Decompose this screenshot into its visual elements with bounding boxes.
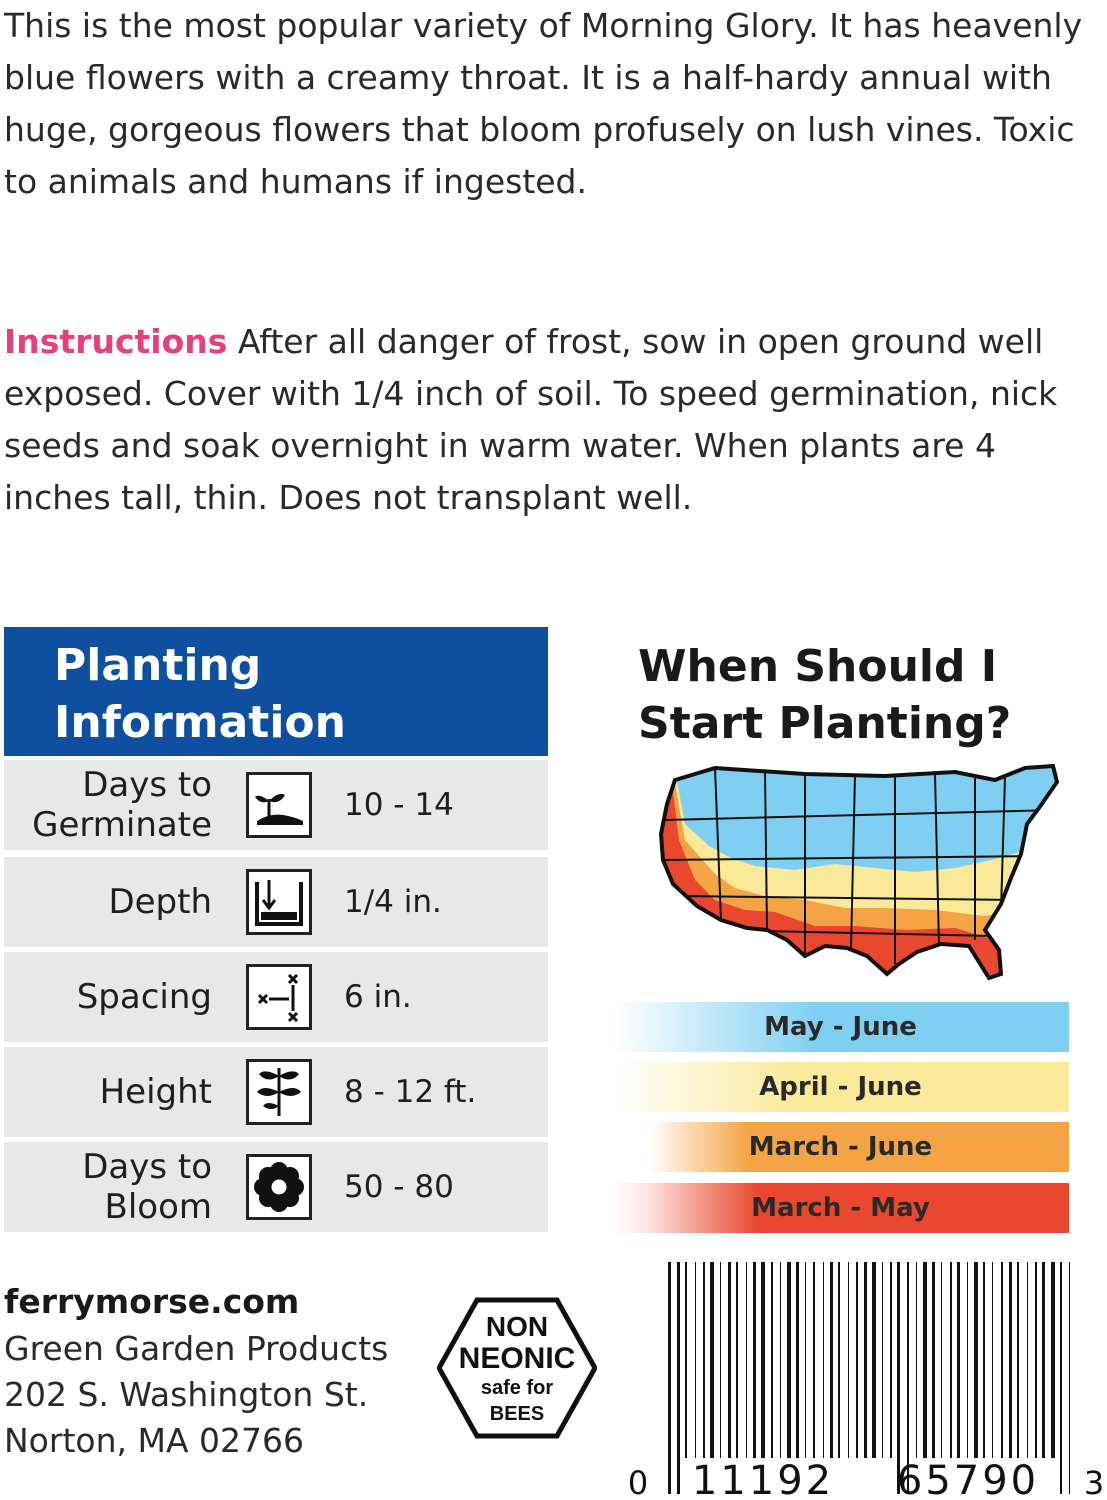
planting-row-height [4, 1047, 548, 1137]
planting-info-title-line1: Planting [54, 640, 262, 691]
row-label [77, 952, 212, 1042]
barcode-bar [1001, 1262, 1003, 1458]
barcode-bar [753, 1262, 756, 1458]
sprout-icon [246, 772, 312, 838]
row-value: 50 - 80 [344, 1169, 454, 1205]
row-value: 6 in. [344, 979, 412, 1015]
us-planting-zone-map [655, 760, 1060, 995]
barcode-bar [685, 1262, 687, 1458]
barcode-bar [771, 1262, 773, 1458]
barcode-first-digit: 0 [628, 1464, 649, 1500]
instructions-text: After all danger of frost, sow in open ground well exposed. Cover with 1/4 inch of soil. To speed germination, nick seeds and soak overnight in warm water. When plants are 4 inches tall, thin. Does not transplant well. [4, 322, 1058, 517]
zone-band-may-june: May - June [612, 1002, 1069, 1052]
barcode-bar [890, 1262, 892, 1458]
flower-icon [246, 1154, 312, 1220]
depth-icon [246, 869, 312, 935]
company-name: Green Garden Products [4, 1329, 389, 1368]
row-value: 8 - 12 ft. [344, 1074, 477, 1110]
badge-line1: NON [485, 1311, 549, 1342]
badge-line2: NEONIC [458, 1342, 576, 1375]
plant-height-icon [246, 1059, 312, 1125]
badge-line3: safe for [480, 1377, 554, 1399]
barcode-bar [761, 1262, 765, 1458]
street-address: 202 S. Washington St. [4, 1375, 369, 1414]
row-label-line1: Spacing [76, 977, 212, 1017]
barcode-bar [838, 1262, 840, 1458]
barcode-bar [695, 1262, 696, 1458]
city-address: Norton, MA 02766 [4, 1421, 304, 1460]
barcode-bar [916, 1262, 917, 1458]
barcode-bar [864, 1262, 867, 1458]
barcode-bar [668, 1262, 671, 1494]
barcode-bar [805, 1262, 806, 1458]
spacing-icon [246, 964, 312, 1030]
non-neonic-badge [437, 1296, 597, 1440]
barcode-bar [787, 1262, 791, 1458]
row-label [100, 1047, 212, 1137]
planting-row-depth [4, 857, 548, 947]
barcode-bar [983, 1262, 985, 1458]
upc-barcode [628, 1262, 1104, 1500]
barcode-bar [780, 1262, 781, 1458]
badge-line4: BEES [489, 1403, 545, 1425]
barcode-bar [746, 1262, 747, 1458]
barcode-bar [967, 1262, 968, 1458]
planting-map-title [638, 638, 1011, 752]
planting-row-germinate [4, 760, 548, 850]
planting-map-title-line1: When Should I [638, 641, 998, 692]
barcode-bar [677, 1262, 680, 1494]
zone-band-march-june: March - June [612, 1122, 1069, 1172]
barcode-bar [813, 1262, 815, 1458]
row-label-line1: Height [99, 1072, 212, 1112]
barcode-bar [882, 1262, 883, 1458]
product-description: This is the most popular variety of Morning Glory. It has heavenly blue flowers with a creamy throat. It is a half-hardy annual with huge, gorgeous flowers that bloom profusely on lush vines. Toxic to animals and humans if ingested. [4, 6, 1083, 201]
barcode-bar [823, 1262, 824, 1458]
barcode-bar [1042, 1262, 1045, 1458]
website: ferrymorse.com [4, 1282, 300, 1321]
zone-band-april-june: April - June [612, 1062, 1069, 1112]
barcode-bar [1009, 1262, 1012, 1458]
barcode-bar [1069, 1262, 1070, 1494]
barcode-bar [728, 1262, 731, 1458]
planting-info-header [4, 627, 548, 756]
barcode-bar [703, 1262, 705, 1458]
barcode-check-digit: 3 [1083, 1464, 1104, 1500]
planting-info-title-line2: Information [54, 697, 346, 748]
row-label [108, 857, 212, 947]
zone-band-march-may: March - May [612, 1183, 1069, 1233]
row-value: 1/4 in. [344, 884, 442, 920]
planting-row-spacing [4, 952, 548, 1042]
barcode-bar [950, 1262, 952, 1458]
barcode-bar [796, 1262, 799, 1458]
row-label-line1: Days to [82, 1147, 212, 1187]
barcode-bar [1035, 1262, 1037, 1458]
planting-map-title-line2: Start Planting? [638, 698, 1012, 749]
barcode-bar [710, 1262, 714, 1458]
planting-row-bloom [4, 1142, 548, 1232]
barcode-left-group: 11192 [691, 1458, 835, 1500]
row-label-line1: Days to [82, 765, 212, 805]
barcode-bar [974, 1262, 978, 1458]
row-label-line1: Depth [108, 882, 212, 922]
barcode-bar [1027, 1262, 1028, 1458]
planting-info-title [54, 637, 346, 751]
barcode-bar [923, 1262, 927, 1458]
barcode-right-group: 65790 [896, 1458, 1040, 1500]
company-address [4, 1326, 388, 1464]
barcode-bar [856, 1262, 858, 1458]
barcode-bar [736, 1262, 738, 1458]
barcode-bar [941, 1262, 942, 1458]
barcode-bar [932, 1262, 935, 1458]
barcode-bar [1060, 1262, 1062, 1494]
barcode-bar [830, 1262, 833, 1458]
row-label [32, 760, 212, 850]
instructions-heading: Instructions [4, 322, 228, 361]
barcode-bar [848, 1262, 849, 1458]
barcode-bar [1051, 1262, 1055, 1458]
barcode-bar [992, 1262, 993, 1458]
row-label-line2: Bloom [104, 1187, 212, 1227]
row-value: 10 - 14 [344, 787, 454, 823]
instructions-block [4, 316, 1104, 524]
barcode-bar [720, 1262, 721, 1458]
row-label [82, 1142, 212, 1232]
row-label-line2: Germinate [32, 805, 212, 845]
barcode-bar [1017, 1262, 1019, 1458]
barcode-bar [872, 1262, 876, 1458]
barcode-bar [957, 1262, 960, 1458]
